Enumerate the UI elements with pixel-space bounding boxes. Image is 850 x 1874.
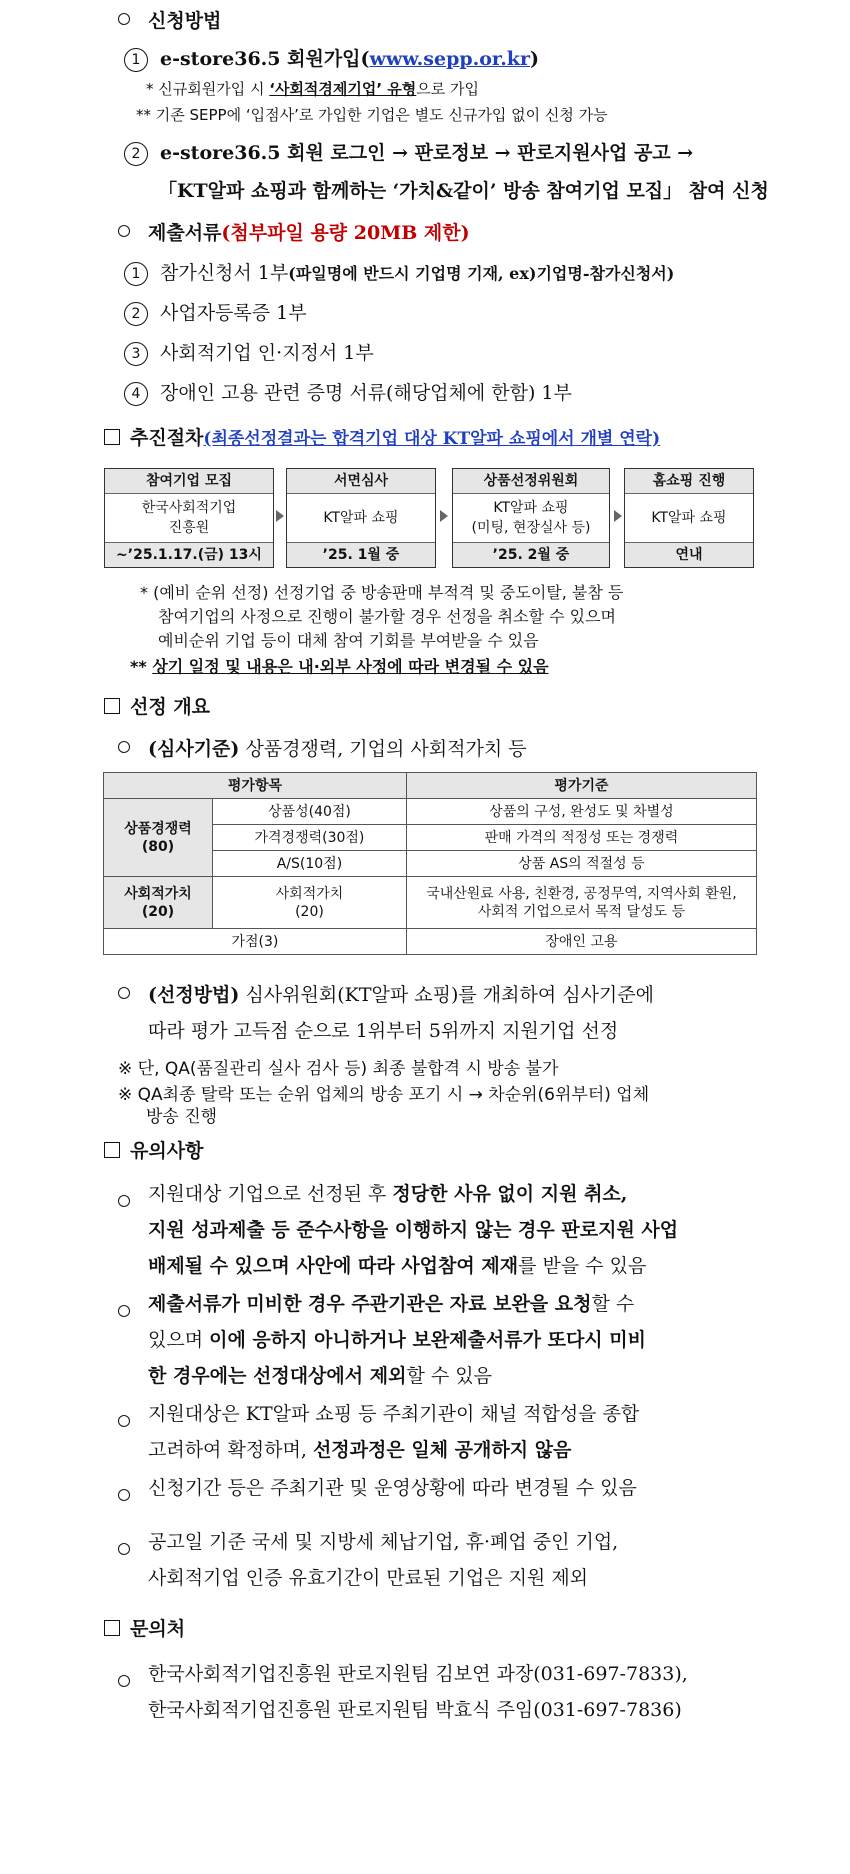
process-step-title: 서면심사: [287, 469, 435, 494]
table-row: [104, 799, 757, 825]
apply-step-2-line2: 「KT알파 쇼핑과 함께하는 ‘가치&같이’ 방송 참여기업 모집」 참여 신청: [158, 180, 769, 202]
bullet-circle-icon: [118, 1540, 148, 1562]
process-step-owner: 한국사회적기업 진흥원: [105, 494, 273, 543]
bullet-circle-icon: [118, 1672, 148, 1694]
table-cell: 상품성(40점): [213, 799, 407, 825]
process-footnote-1-l2: 참여기업의 사정으로 진행이 불가할 경우 선정을 취소할 수 있으며: [158, 607, 617, 626]
table-cell: 상품 AS의 적절성 등: [406, 851, 756, 877]
bullet-circle-icon: [118, 225, 130, 237]
caution-item-2: 제출서류가 미비한 경우 주관기관은 자료 보완을 요청할 수 있으며 이에 응하지 아니하거나 보완제출서류가 또다시 미비 한 경우에는 선정대상에서 제외할 수 있음: [148, 1293, 646, 1387]
process-step-3: [452, 468, 610, 568]
section-square-icon: [104, 698, 120, 714]
bullet-circle-icon: [118, 1302, 148, 1324]
bullet-circle-icon: [118, 13, 130, 25]
apply-note-2: ** 기존 SEPP에 ‘입점사’로 가입한 기업은 별도 신규가입 없이 신청 가능: [136, 106, 608, 124]
evaluation-table: [103, 772, 757, 955]
table-cell: 가점(3): [104, 929, 407, 955]
table-row: [104, 877, 757, 929]
arrow-right-icon: [276, 510, 284, 522]
process-step-date: 연내: [625, 543, 753, 567]
table-header: 평가기준: [406, 773, 756, 799]
process-footnote-1-l3: 예비순위 기업 등이 대체 참여 기회를 부여받을 수 있음: [158, 631, 539, 650]
table-cell: 국내산원료 사용, 친환경, 공정무역, 지역사회 환원, 사회적 기업으로서 목적 달성도 등: [406, 877, 756, 929]
table-cell: 판매 가격의 적정성 또는 경쟁력: [406, 825, 756, 851]
selection-heading: 선정 개요: [104, 692, 210, 719]
table-row: [104, 929, 757, 955]
process-step-owner: KT알파 쇼핑: [287, 494, 435, 543]
bullet-circle-icon: [118, 1412, 148, 1434]
section-square-icon: [104, 429, 120, 445]
table-header: 평가항목: [104, 773, 407, 799]
caution-item-5: 공고일 기준 국세 및 지방세 체납기업, 휴·폐업 중인 기업, 사회적기업 인증 유효기간이 만료된 기업은 지원 제외: [148, 1531, 619, 1589]
caution-heading: 유의사항: [104, 1136, 203, 1163]
process-step-title: 상품선정위원회: [453, 469, 609, 494]
bullet-circle-icon: [118, 1486, 148, 1508]
arrow-right-icon: [614, 510, 622, 522]
sepp-link[interactable]: www.sepp.or.kr: [369, 48, 530, 70]
process-step-title: 홈쇼핑 진행: [625, 469, 753, 494]
process-step-1: [104, 468, 274, 568]
number-4-icon: 4: [124, 382, 148, 406]
apply-note-1: * 신규회원가입 시 ‘사회적경제기업’ 유형으로 가입: [146, 80, 480, 98]
process-footnote-1-l1: * (예비 순위 선정) 선정기업 중 방송판매 부적격 및 중도이탈, 불참 등: [140, 583, 624, 602]
apply-step-1: 1 e-store36.5 회원가입(www.sepp.or.kr): [124, 44, 539, 72]
section-square-icon: [104, 1620, 120, 1636]
process-step-date: ’25. 2월 중: [453, 543, 609, 567]
apply-heading: 신청방법: [118, 6, 221, 33]
selection-method: (선정방법) 심사위원회(KT알파 쇼핑)를 개최하여 심사기준에: [118, 980, 654, 1007]
bullet-circle-icon: [118, 741, 130, 753]
docs-item-1: 1 참가신청서 1부(파일명에 반드시 기업명 기재, ex)기업명-참가신청서): [124, 258, 674, 286]
caution-item-3: 지원대상은 KT알파 쇼핑 등 주최기관이 채널 적합성을 종합 고려하여 확정하며, 선정과정은 일체 공개하지 않음: [148, 1403, 640, 1461]
selection-criteria: (심사기준) 상품경쟁력, 기업의 사회적가치 등: [118, 734, 527, 761]
apply-step-2: 2 e-store36.5 회원 로그인 → 판로정보 → 판로지원사업 공고 →: [124, 138, 693, 166]
caution-item-1: 지원대상 기업으로 선정된 후 정당한 사유 없이 지원 취소, 지원 성과제출 등 준수사항을 이행하지 않는 경우 판로지원 사업 배제될 수 있으며 사안에 따라 사업참여 제재를 받을 수 있음: [148, 1183, 679, 1277]
section-square-icon: [104, 1142, 120, 1158]
process-step-title: 참여기업 모집: [105, 469, 273, 494]
arrow-right-icon: [440, 510, 448, 522]
selection-note-2-l2: 방송 진행: [146, 1107, 218, 1127]
docs-item-3: 3 사회적기업 인·지정서 1부: [124, 338, 374, 366]
process-step-2: [286, 468, 436, 568]
docs-heading: 제출서류(첨부파일 용량 20MB 제한): [118, 218, 470, 245]
process-step-4: [624, 468, 754, 568]
process-step-owner: KT알파 쇼핑: [625, 494, 753, 543]
process-footnote-2: ** 상기 일정 및 내용은 내·외부 사정에 따라 변경될 수 있음: [130, 657, 549, 676]
process-step-date: ’25. 1월 중: [287, 543, 435, 567]
number-2-icon: 2: [124, 142, 148, 166]
caution-item-4: 신청기간 등은 주최기관 및 운영상황에 따라 변경될 수 있음: [148, 1477, 637, 1499]
process-heading: 추진절차(최종선정결과는 합격기업 대상 KT알파 쇼핑에서 개별 연락): [104, 423, 660, 450]
table-cell: 사회적가치 (20): [104, 877, 213, 929]
selection-method-l2: 따라 평가 고득점 순으로 1위부터 5위까지 지원기업 선정: [148, 1020, 619, 1042]
number-1-icon: 1: [124, 48, 148, 72]
contact-heading: 문의처: [104, 1614, 185, 1641]
number-2-icon: 2: [124, 302, 148, 326]
table-cell: 장애인 고용: [406, 929, 756, 955]
process-step-owner: KT알파 쇼핑 (미팅, 현장실사 등): [453, 494, 609, 543]
table-cell: 사회적가치 (20): [213, 877, 407, 929]
table-cell: 가격경쟁력(30점): [213, 825, 407, 851]
docs-item-4: 4 장애인 고용 관련 증명 서류(해당업체에 한함) 1부: [124, 378, 572, 406]
process-step-date: ~’25.1.17.(금) 13시: [105, 543, 273, 567]
selection-note-1: ※ 단, QA(품질관리 실사 검사 등) 최종 불합격 시 방송 불가: [118, 1059, 559, 1079]
table-cell: 상품경쟁력 (80): [104, 799, 213, 877]
bullet-circle-icon: [118, 1192, 148, 1214]
table-cell: A/S(10점): [213, 851, 407, 877]
docs-item-2: 2 사업자등록증 1부: [124, 298, 307, 326]
table-cell: 상품의 구성, 완성도 및 차별성: [406, 799, 756, 825]
number-1-icon: 1: [124, 262, 148, 286]
number-3-icon: 3: [124, 342, 148, 366]
bullet-circle-icon: [118, 987, 130, 999]
selection-note-2-l1: ※ QA최종 탈락 또는 순위 업체의 방송 포기 시 → 차순위(6위부터) 업체: [118, 1085, 650, 1105]
contact-lines: 한국사회적기업진흥원 판로지원팀 김보연 과장(031-697-7833), 한국사회적기업진흥원 판로지원팀 박효식 주임(031-697-7836): [148, 1663, 688, 1721]
